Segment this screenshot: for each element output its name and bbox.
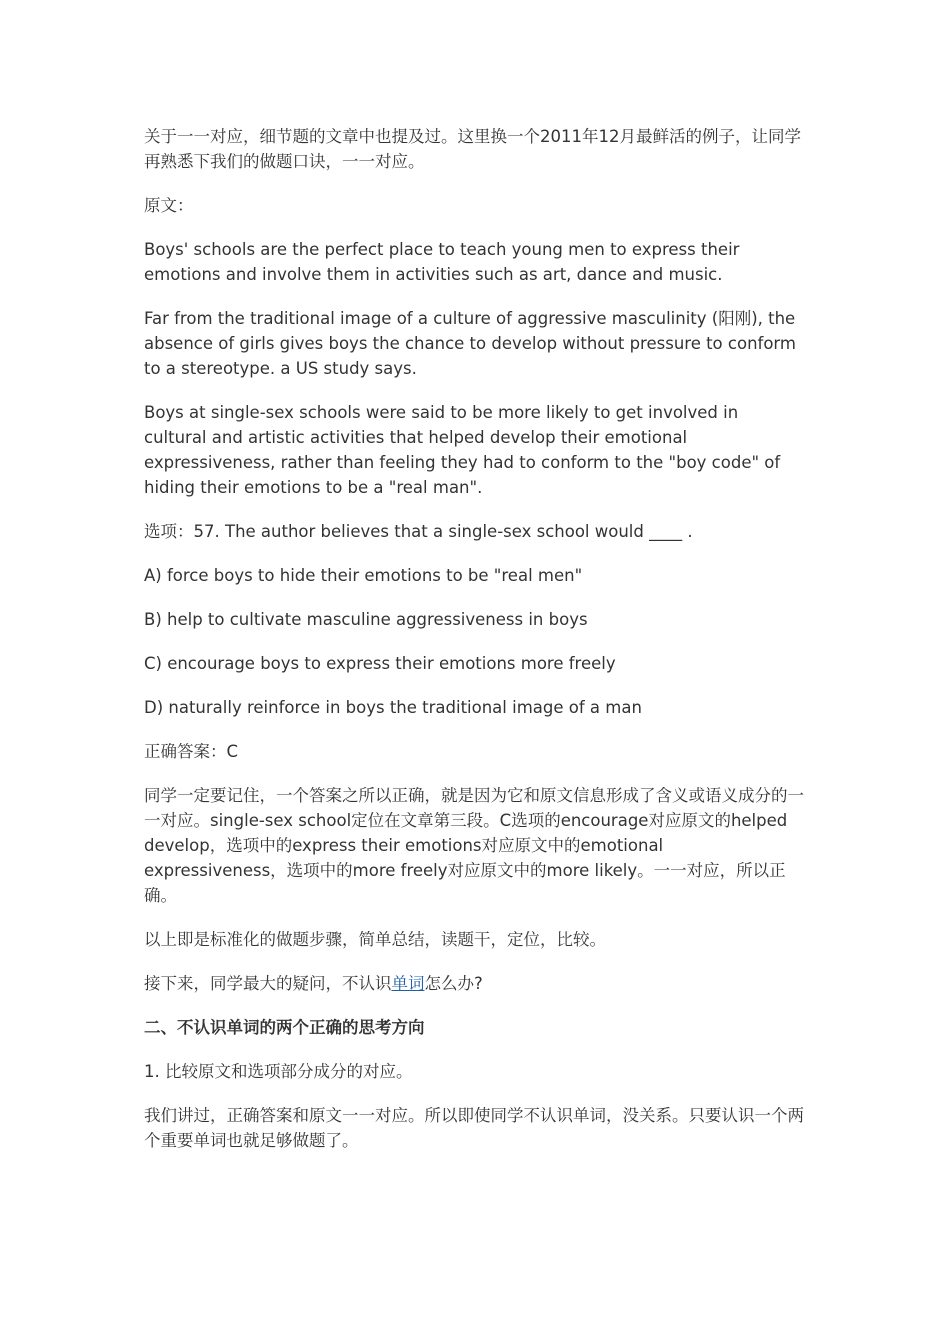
word-link[interactable]: 单词 xyxy=(391,974,425,993)
correct-answer: 正确答案：C xyxy=(144,742,239,761)
option-c: C) encourage boys to express their emotions more freely xyxy=(144,654,616,673)
intro-paragraph: 关于一一对应，细节题的文章中也提及过。这里换一个2011年12月最鲜活的例子，让同学再熟悉下我们的做题口诀，一一对应。 xyxy=(144,127,801,171)
next-question-paragraph xyxy=(144,971,804,996)
passage-paragraph-2: Far from the traditional image of a culture of aggressive masculinity (阳刚), the absence of girls gives boys the chance to develop without pressure to conform to a stereotype. a US study says. xyxy=(144,309,796,378)
point-1: 1. 比较原文和选项部分成分的对应。 xyxy=(144,1062,413,1081)
section-heading: 二、不认识单词的两个正确的思考方向 xyxy=(144,1018,425,1037)
option-a: A) force boys to hide their emotions to be "real men" xyxy=(144,566,583,585)
option-d: D) naturally reinforce in boys the traditional image of a man xyxy=(144,698,642,717)
next-text-after: 怎么办? xyxy=(424,974,483,993)
article-body xyxy=(144,124,804,1172)
explanation-paragraph: 同学一定要记住，一个答案之所以正确，就是因为它和原文信息形成了含义或语义成分的一一对应。single-sex school定位在文章第三段。C选项的encourage对应原文的helped develop，选项中的express their emotions对应原文中的emotional expressiveness，选项中的more freely对应原文中的more likely。一一对应，所以正确。 xyxy=(144,786,804,905)
question-stem: 选项：57. The author believes that a single-sex school would ____ . xyxy=(144,522,693,541)
option-b: B) help to cultivate masculine aggressiveness in boys xyxy=(144,610,588,629)
summary-paragraph: 以上即是标准化的做题步骤，简单总结，读题干，定位，比较。 xyxy=(144,930,606,949)
passage-paragraph-3: Boys at single-sex schools were said to be more likely to get involved in cultural and artistic activities that helped develop their emotional expressiveness, rather than feeling they had to conform to the "boy code" of hiding their emotions to be a "real man". xyxy=(144,403,781,497)
next-text-before: 接下来，同学最大的疑问，不认识 xyxy=(144,974,392,993)
source-label: 原文： xyxy=(144,196,194,215)
closing-paragraph: 我们讲过，正确答案和原文一一对应。所以即使同学不认识单词，没关系。只要认识一个两个重要单词也就足够做题了。 xyxy=(144,1106,804,1150)
passage-paragraph-1: Boys' schools are the perfect place to teach young men to express their emotions and involve them in activities such as art, dance and music. xyxy=(144,240,740,284)
